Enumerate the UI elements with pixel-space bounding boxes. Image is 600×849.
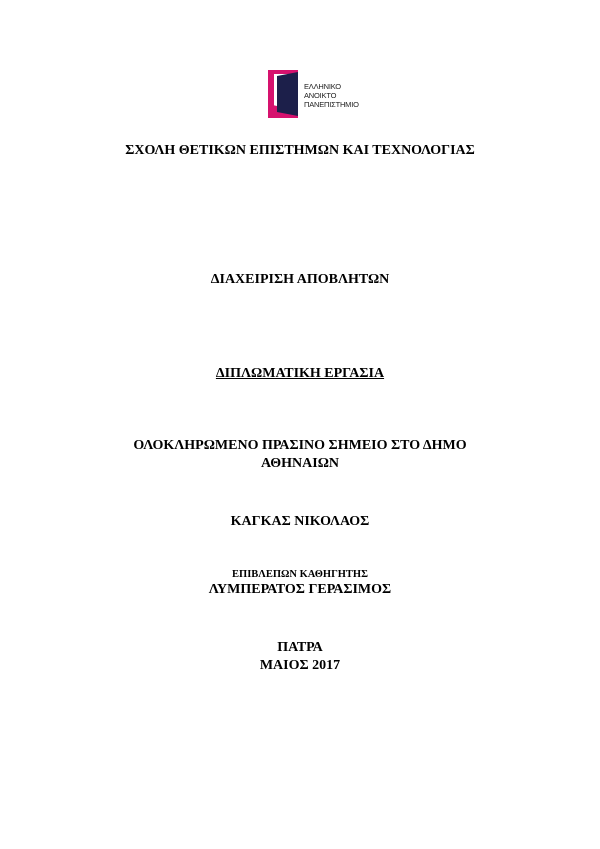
author-name: ΚΑΓΚΑΣ ΝΙΚΟΛΑΟΣ [230, 514, 370, 529]
thesis-title-line1: ΟΛΟΚΛΗΡΩΜΕΝΟ ΠΡΑΣΙΝΟ ΣΗΜΕΙΟ ΣΤΟ ΔΗΜΟ [133, 438, 467, 453]
supervisor-name: ΛΥΜΠΕΡΑΤΟΣ ΓΕΡΑΣΙΜΟΣ [208, 582, 392, 597]
eap-emblem-icon [268, 70, 302, 120]
city: ΠΑΤΡΑ [277, 640, 323, 655]
university-logo [268, 70, 368, 120]
school-name: ΣΧΟΛΗ ΘΕΤΙΚΩΝ ΕΠΙΣΤΗΜΩΝ ΚΑΙ ΤΕΧΝΟΛΟΓΙΑΣ [125, 143, 475, 158]
thesis-type: ΔΙΠΛΩΜΑΤΙΚΗ ΕΡΓΑΣΙΑ [215, 366, 385, 381]
logo-text-line1: ΕΛΛΗΝΙΚΟ [304, 82, 341, 91]
thesis-title-line2: ΑΘΗΝΑΙΩΝ [260, 456, 340, 471]
logo-text-line3: ΠΑΝΕΠΙΣΤΗΜΙΟ [304, 100, 359, 109]
supervisor-label: ΕΠΙΒΛΕΠΩΝ ΚΑΘΗΓΗΤΗΣ [232, 569, 368, 580]
subject-title: ΔΙΑΧΕΙΡΙΣΗ ΑΠΟΒΛΗΤΩΝ [210, 272, 390, 287]
date: ΜΑΙΟΣ 2017 [259, 658, 341, 673]
logo-wordmark [304, 82, 359, 109]
logo-text-line2: ΑΝΟΙΚΤΟ [304, 91, 337, 100]
